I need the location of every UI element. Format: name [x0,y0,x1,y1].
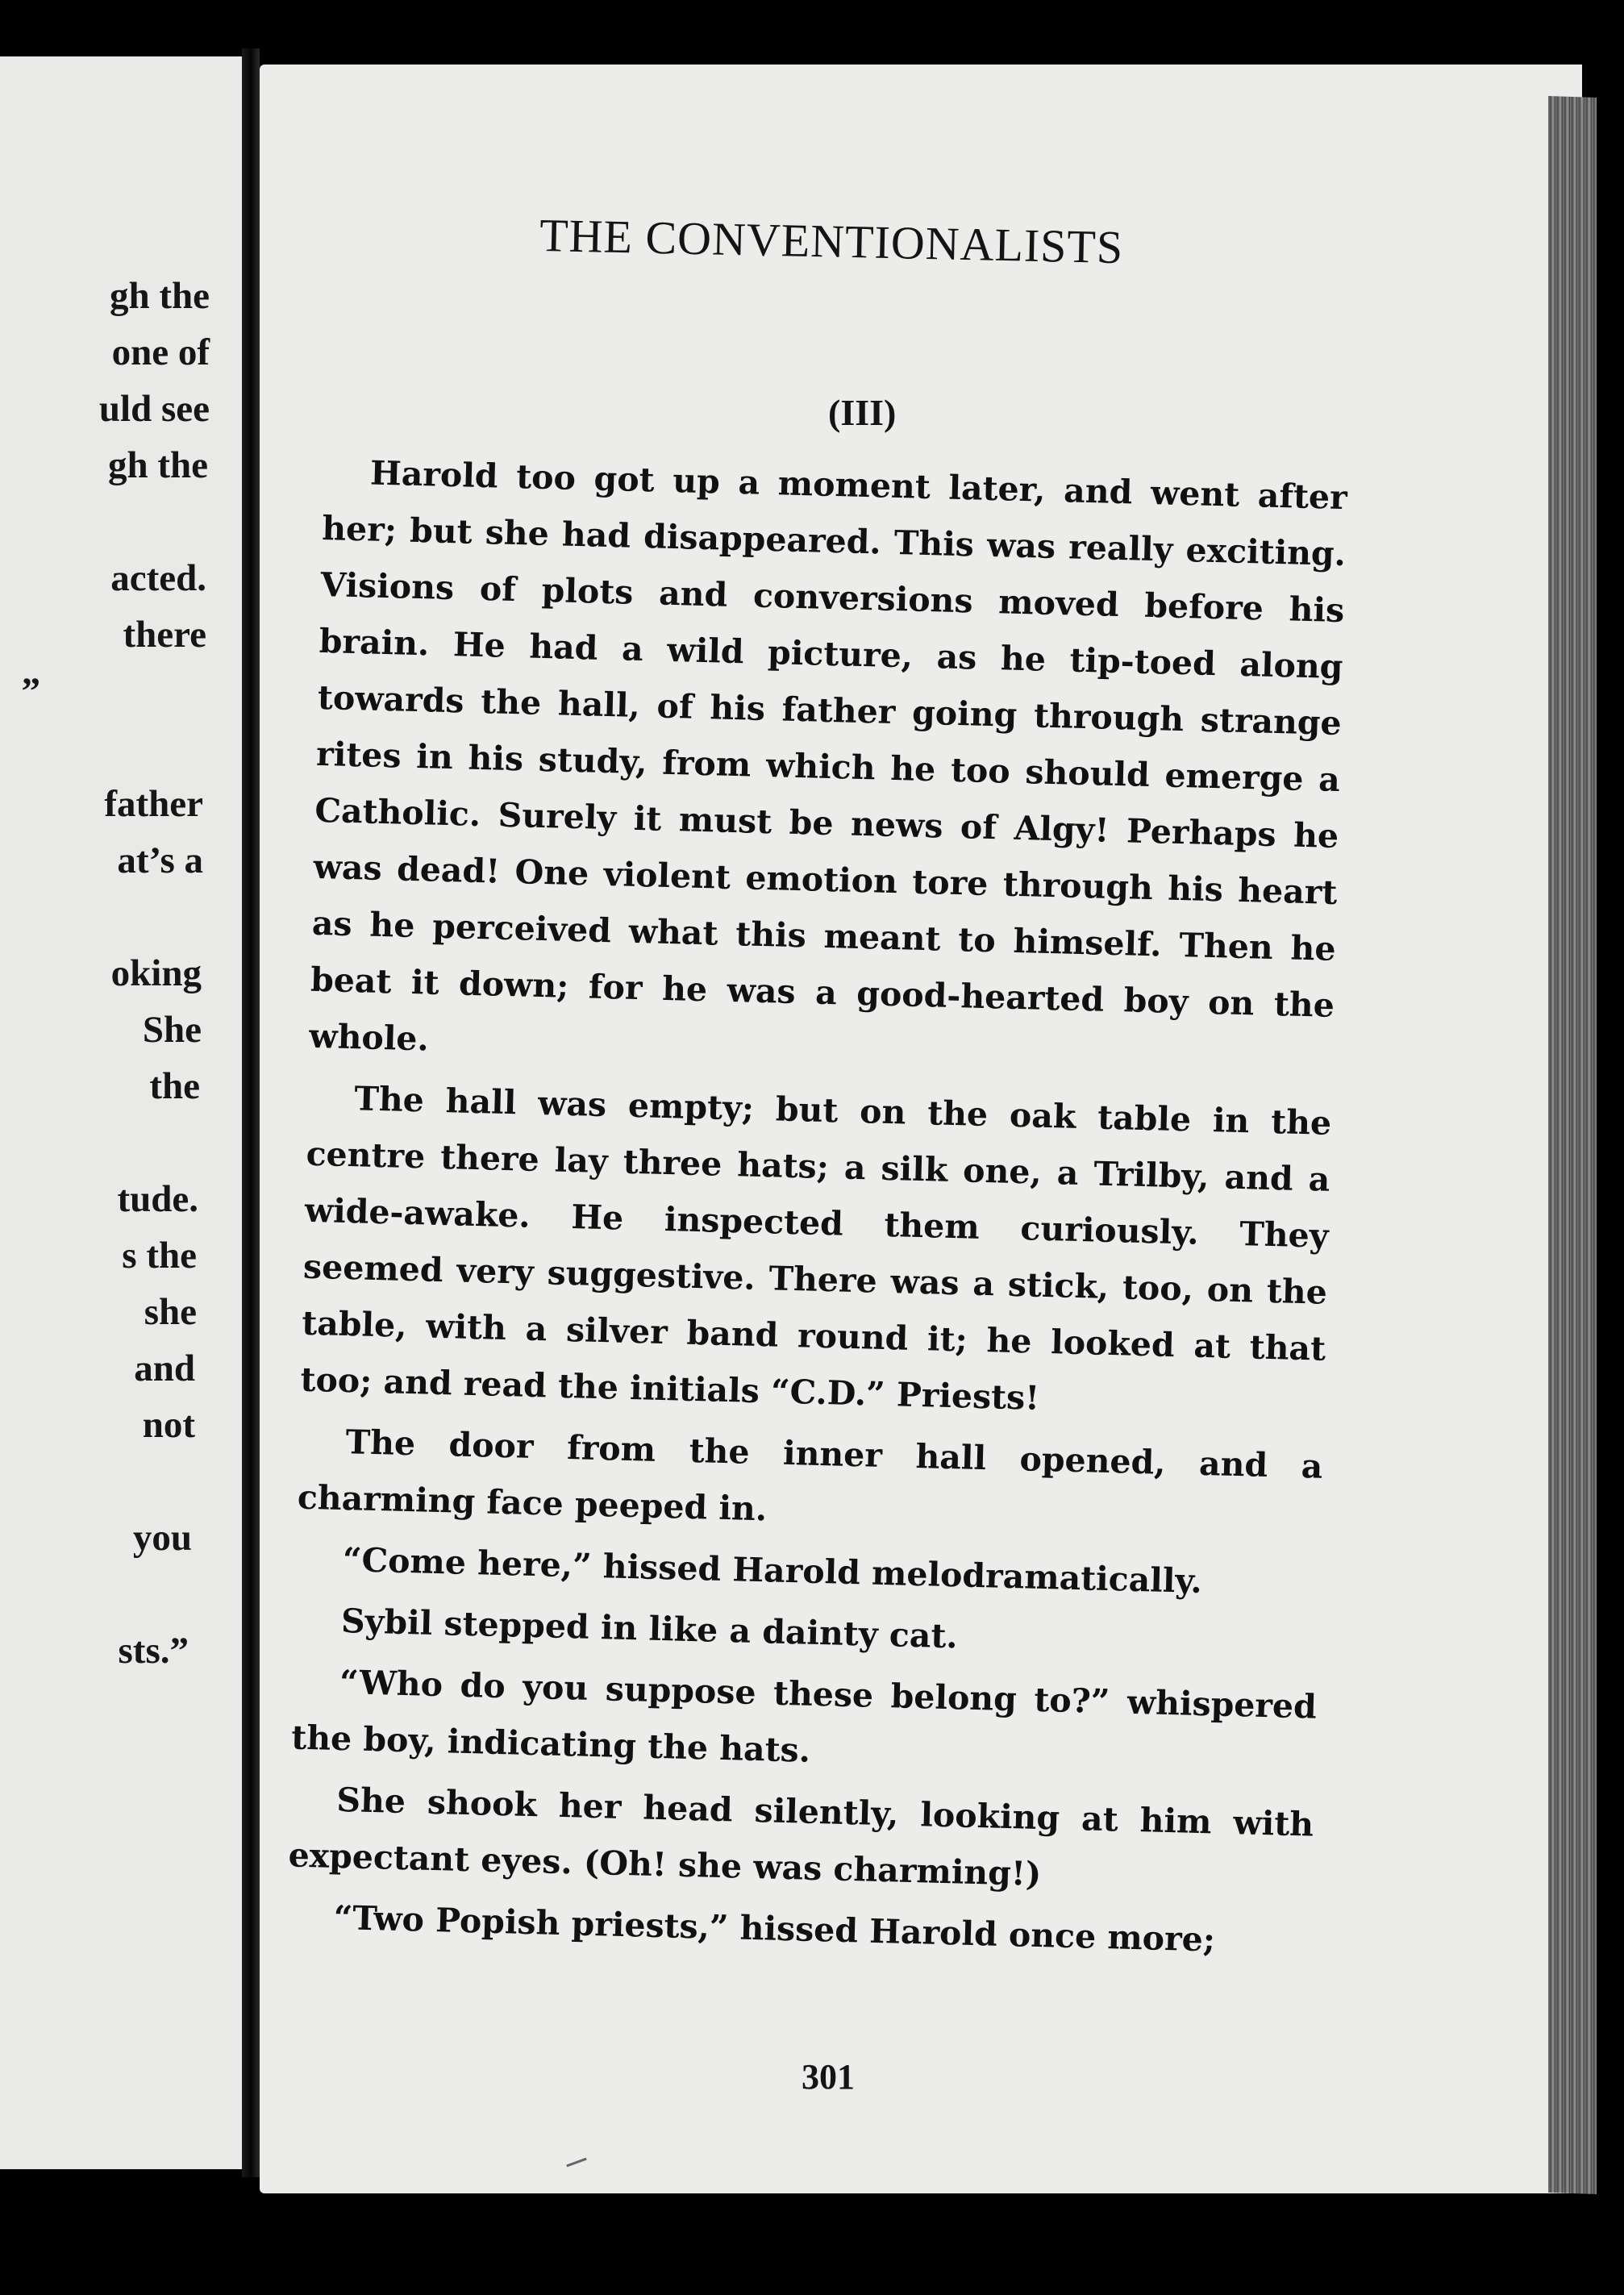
paragraph: The hall was empty; but on the oak table in the centre there lay three hats; a silk one, a Trilby, and a wide-awake. He inspected them curiously. They seemed very suggestive. There was a stick, too, on the table, with a silver band round it; he looked at that too; and read the initials “C.D.” Priests! [300,1079,1332,1418]
previous-page-line: one of [111,331,210,373]
previous-page-line: gh the [107,444,208,486]
book-page [260,65,1582,2193]
previous-page-line: father [104,783,203,825]
previous-page-line: at’s a [117,839,203,881]
previous-page-line: and [134,1347,195,1389]
previous-page-line: not [142,1404,195,1446]
previous-page-line: sts.” [118,1630,189,1672]
section-number: (III) [828,392,897,433]
pencil-mark [566,2158,586,2168]
running-head: THE CONVENTIONALISTS [539,208,1124,274]
previous-page-line: the [149,1065,200,1107]
paragraph: Harold too got up a moment later, and went after her; but she had disappeared. This was really exciting. Visions of plots and conversions moved before his brain. He had a wild picture, as he tip-toed along towards the hall, of his father going through strange rites in his study, from which he too should emerge a Catholic. Surely it must be news of Algy! Perhaps he was dead! One violent emotion tore through his heart as he perceived what this meant to himself. Then he beat it down; for he was a good-hearted boy on the whole. [308,453,1348,1059]
previous-page-line: you [132,1517,192,1559]
paragraph: “Who do you suppose these belong to?” whispered the boy, indicating the hats. [290,1662,1318,1770]
previous-page-line: She [142,1009,202,1051]
previous-page-line: there [123,614,206,656]
previous-page-line: uld see [98,388,210,430]
page-block-edge [1548,96,1597,2194]
previous-page-line: s the [122,1235,197,1277]
paragraph: “Two Popish priests,” hissed Harold once more; [333,1897,1216,1960]
previous-page-line: ” [21,670,40,712]
previous-page-fragment [0,56,242,2169]
previous-page-line: oking [110,952,202,994]
previous-page-line: tude. [117,1178,198,1220]
previous-page-line: she [144,1291,197,1333]
book-gutter [242,48,260,2177]
body-text [286,444,1348,1971]
paragraph: The door from the inner hall opened, and a charming face peeped in. [297,1422,1323,1529]
previous-page-line: gh the [109,275,210,317]
page-number: 301 [802,2057,855,2097]
paragraph: She shook her head silently, looking at him with expectant eyes. (Oh! she was charming!) [288,1780,1314,1894]
paragraph: Sybil stepped in like a dainty cat. [340,1602,959,1656]
previous-page-line: acted. [110,557,206,599]
paragraph: “Come here,” hissed Harold melodramatically. [342,1540,1203,1601]
